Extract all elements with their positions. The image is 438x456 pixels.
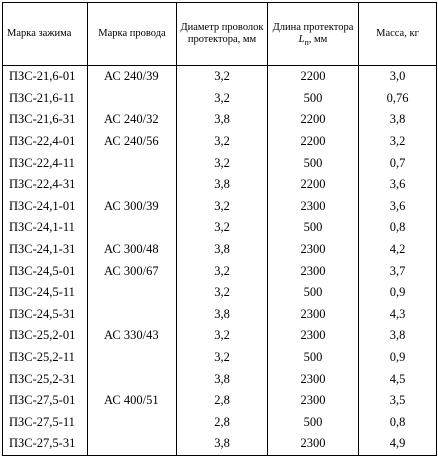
- cell-length: 2300: [268, 260, 359, 282]
- cell-diameter: 3,8: [177, 109, 268, 131]
- table-row: [3, 66, 437, 88]
- cell-diameter: 2,8: [177, 412, 268, 434]
- cell-mass: 3,0: [359, 66, 437, 88]
- table-row: [3, 412, 437, 434]
- cell-length: 500: [268, 217, 359, 239]
- table-row: [3, 368, 437, 390]
- table-row: [3, 217, 437, 239]
- clamp-spec-table: [2, 2, 437, 456]
- cell-length: 2200: [268, 109, 359, 131]
- table-row: [3, 260, 437, 282]
- cell-diameter: 3,8: [177, 239, 268, 261]
- cell-clamp-brand: ПЗС-27,5-31: [3, 433, 88, 455]
- cell-clamp-brand: ПЗС-24,1-11: [3, 217, 88, 239]
- cell-clamp-brand: ПЗС-24,1-01: [3, 196, 88, 218]
- cell-wire-brand: [88, 152, 177, 174]
- table-body: [3, 66, 437, 456]
- cell-length: 500: [268, 88, 359, 110]
- cell-wire-brand: АС 300/48: [88, 239, 177, 261]
- cell-diameter: 3,8: [177, 304, 268, 326]
- header-length-prefix: Длина протектора: [272, 22, 354, 33]
- cell-mass: 0,8: [359, 412, 437, 434]
- cell-wire-brand: АС 240/32: [88, 109, 177, 131]
- cell-diameter: 3,2: [177, 131, 268, 153]
- cell-wire-brand: АС 240/39: [88, 66, 177, 88]
- cell-mass: 3,8: [359, 325, 437, 347]
- cell-diameter: 2,8: [177, 390, 268, 412]
- cell-wire-brand: АС 240/56: [88, 131, 177, 153]
- cell-diameter: 3,8: [177, 433, 268, 455]
- header-wire-brand: Марка провода: [88, 3, 177, 66]
- cell-clamp-brand: ПЗС-27,5-11: [3, 412, 88, 434]
- table-row: [3, 88, 437, 110]
- cell-diameter: 3,2: [177, 217, 268, 239]
- header-length-suffix: , мм: [308, 34, 328, 45]
- table-row: [3, 131, 437, 153]
- cell-mass: 0,7: [359, 152, 437, 174]
- header-row: [3, 3, 437, 66]
- header-mass: Масса, кг: [359, 3, 437, 66]
- cell-length: 2300: [268, 390, 359, 412]
- cell-mass: 4,9: [359, 433, 437, 455]
- table-row: [3, 282, 437, 304]
- cell-length: 2200: [268, 174, 359, 196]
- cell-length: 2300: [268, 304, 359, 326]
- cell-mass: 3,6: [359, 196, 437, 218]
- cell-diameter: 3,2: [177, 152, 268, 174]
- cell-clamp-brand: ПЗС-21,6-01: [3, 66, 88, 88]
- header-protector-wire-diameter: Диаметр проволок протектора, мм: [177, 3, 268, 66]
- cell-length: 2300: [268, 325, 359, 347]
- cell-diameter: 3,2: [177, 347, 268, 369]
- cell-mass: 3,8: [359, 109, 437, 131]
- table-row: [3, 152, 437, 174]
- cell-wire-brand: АС 330/43: [88, 325, 177, 347]
- cell-length: 2200: [268, 66, 359, 88]
- cell-length: 2300: [268, 196, 359, 218]
- table-row: [3, 196, 437, 218]
- cell-clamp-brand: ПЗС-25,2-31: [3, 368, 88, 390]
- table-row: [3, 390, 437, 412]
- cell-wire-brand: [88, 347, 177, 369]
- cell-clamp-brand: ПЗС-25,2-01: [3, 325, 88, 347]
- cell-diameter: 3,2: [177, 88, 268, 110]
- cell-wire-brand: [88, 304, 177, 326]
- cell-clamp-brand: ПЗС-24,1-31: [3, 239, 88, 261]
- cell-wire-brand: [88, 217, 177, 239]
- header-protector-length: [268, 3, 359, 66]
- table-row: [3, 174, 437, 196]
- cell-wire-brand: [88, 368, 177, 390]
- cell-clamp-brand: ПЗС-22,4-11: [3, 152, 88, 174]
- cell-length: 2300: [268, 239, 359, 261]
- cell-wire-brand: АС 400/51: [88, 390, 177, 412]
- cell-mass: 4,5: [359, 368, 437, 390]
- cell-wire-brand: АС 300/67: [88, 260, 177, 282]
- cell-wire-brand: [88, 282, 177, 304]
- cell-mass: 0,76: [359, 88, 437, 110]
- cell-length: 500: [268, 347, 359, 369]
- table-row: [3, 304, 437, 326]
- cell-clamp-brand: ПЗС-21,6-31: [3, 109, 88, 131]
- cell-mass: 0,9: [359, 347, 437, 369]
- cell-wire-brand: [88, 412, 177, 434]
- cell-mass: 3,5: [359, 390, 437, 412]
- cell-mass: 0,9: [359, 282, 437, 304]
- cell-wire-brand: [88, 88, 177, 110]
- cell-length: 2300: [268, 368, 359, 390]
- cell-diameter: 3,2: [177, 260, 268, 282]
- cell-clamp-brand: ПЗС-27,5-01: [3, 390, 88, 412]
- cell-diameter: 3,2: [177, 282, 268, 304]
- table-row: [3, 239, 437, 261]
- table-row: [3, 347, 437, 369]
- cell-diameter: 3,2: [177, 196, 268, 218]
- cell-mass: 3,7: [359, 260, 437, 282]
- cell-clamp-brand: ПЗС-22,4-31: [3, 174, 88, 196]
- cell-length: 500: [268, 282, 359, 304]
- cell-diameter: 3,8: [177, 174, 268, 196]
- cell-mass: 0,8: [359, 217, 437, 239]
- header-length-var: L: [298, 34, 305, 45]
- header-clamp-brand: Марка зажима: [3, 3, 88, 66]
- cell-length: 500: [268, 152, 359, 174]
- cell-mass: 4,3: [359, 304, 437, 326]
- cell-wire-brand: АС 300/39: [88, 196, 177, 218]
- table-row: [3, 325, 437, 347]
- table-row: [3, 109, 437, 131]
- cell-mass: 4,2: [359, 239, 437, 261]
- cell-mass: 3,2: [359, 131, 437, 153]
- cell-mass: 3,6: [359, 174, 437, 196]
- cell-clamp-brand: ПЗС-24,5-31: [3, 304, 88, 326]
- cell-diameter: 3,2: [177, 325, 268, 347]
- cell-clamp-brand: ПЗС-21,6-11: [3, 88, 88, 110]
- cell-clamp-brand: ПЗС-25,2-11: [3, 347, 88, 369]
- cell-clamp-brand: ПЗС-24,5-11: [3, 282, 88, 304]
- cell-length: 2300: [268, 433, 359, 455]
- cell-clamp-brand: ПЗС-24,5-01: [3, 260, 88, 282]
- cell-length: 2200: [268, 131, 359, 153]
- header-length-sub: п: [304, 38, 309, 48]
- cell-diameter: 3,2: [177, 66, 268, 88]
- cell-clamp-brand: ПЗС-22,4-01: [3, 131, 88, 153]
- cell-length: 500: [268, 412, 359, 434]
- cell-diameter: 3,8: [177, 368, 268, 390]
- cell-wire-brand: [88, 174, 177, 196]
